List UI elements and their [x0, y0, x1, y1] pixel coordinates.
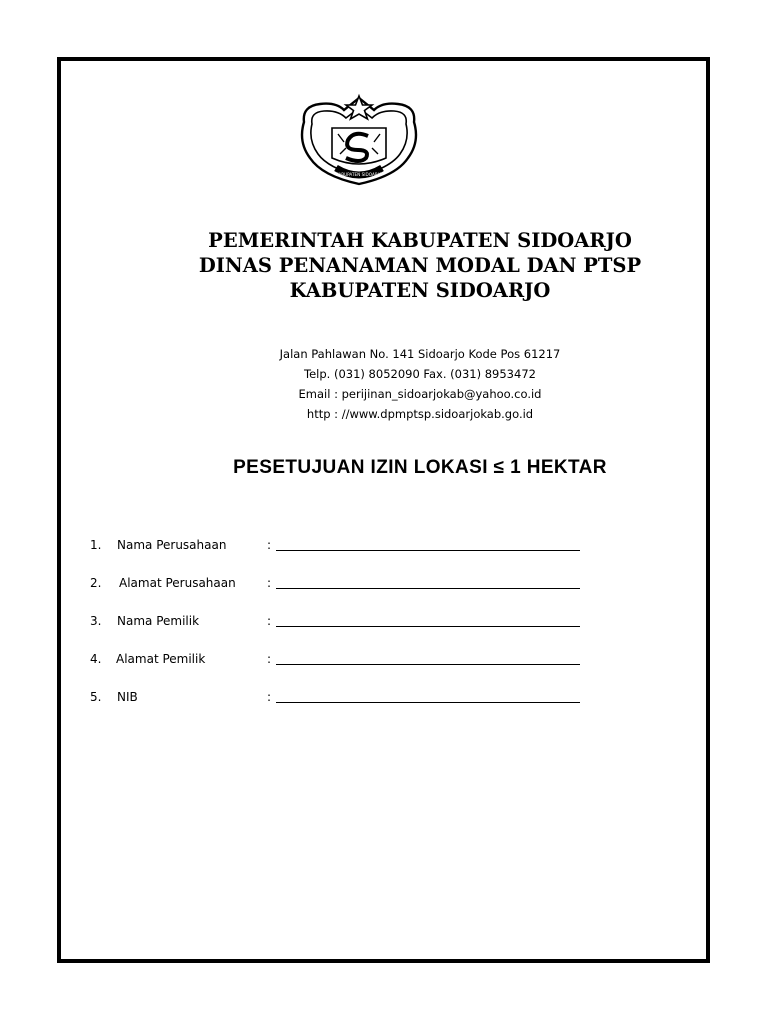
- field-label-owner-name: Nama Pemilik: [117, 614, 200, 628]
- seal-ribbon-text: KABUPATEN SIDOARJO: [335, 172, 383, 177]
- contact-block: [100, 344, 740, 424]
- agency-letterhead: [100, 228, 740, 303]
- agency-line-regency: KABUPATEN SIDOARJO: [289, 279, 551, 302]
- field-label-nib: NIB: [117, 690, 138, 704]
- company-name-blank[interactable]: [276, 550, 580, 551]
- owner-name-blank[interactable]: [276, 626, 580, 627]
- company-address-blank[interactable]: [276, 588, 580, 589]
- field-label-company-name: Nama Perusahaan: [117, 538, 227, 552]
- field-separator: :: [267, 614, 272, 628]
- contact-website: http : //www.dpmptsp.sidoarjokab.go.id: [306, 407, 534, 421]
- form-row-company-name: [90, 536, 610, 574]
- page-border: [57, 57, 710, 963]
- owner-address-blank[interactable]: [276, 664, 580, 665]
- field-label-company-address: Alamat Perusahaan: [119, 576, 236, 590]
- field-label-owner-address: Alamat Pemilik: [116, 652, 206, 666]
- contact-phone: Telp. (031) 8052090 Fax. (031) 8953472: [304, 367, 536, 381]
- field-separator: :: [267, 690, 272, 704]
- document-title: PESETUJUAN IZIN LOKASI ≤ 1 HEKTAR: [233, 457, 607, 478]
- field-separator: :: [267, 652, 272, 666]
- form-row-owner-address: [90, 650, 610, 688]
- field-separator: :: [267, 538, 272, 552]
- form-row-company-address: [90, 574, 610, 612]
- regency-seal-icon: [296, 92, 422, 188]
- field-number: 1.: [90, 538, 102, 552]
- form-row-nib: [90, 688, 610, 726]
- nib-blank[interactable]: [276, 702, 580, 703]
- contact-address: Jalan Pahlawan No. 141 Sidoarjo Kode Pos 61217: [279, 347, 561, 361]
- agency-line-department: DINAS PENANAMAN MODAL DAN PTSP: [198, 254, 642, 277]
- field-number: 4.: [90, 652, 102, 666]
- application-form: [90, 536, 610, 726]
- form-row-owner-name: [90, 612, 610, 650]
- field-separator: :: [267, 576, 272, 590]
- contact-email: Email : perijinan_sidoarjokab@yahoo.co.id: [298, 387, 542, 401]
- field-number: 3.: [90, 614, 102, 628]
- field-number: 2.: [90, 576, 102, 590]
- field-number: 5.: [90, 690, 102, 704]
- agency-line-government: PEMERINTAH KABUPATEN SIDOARJO: [208, 229, 632, 252]
